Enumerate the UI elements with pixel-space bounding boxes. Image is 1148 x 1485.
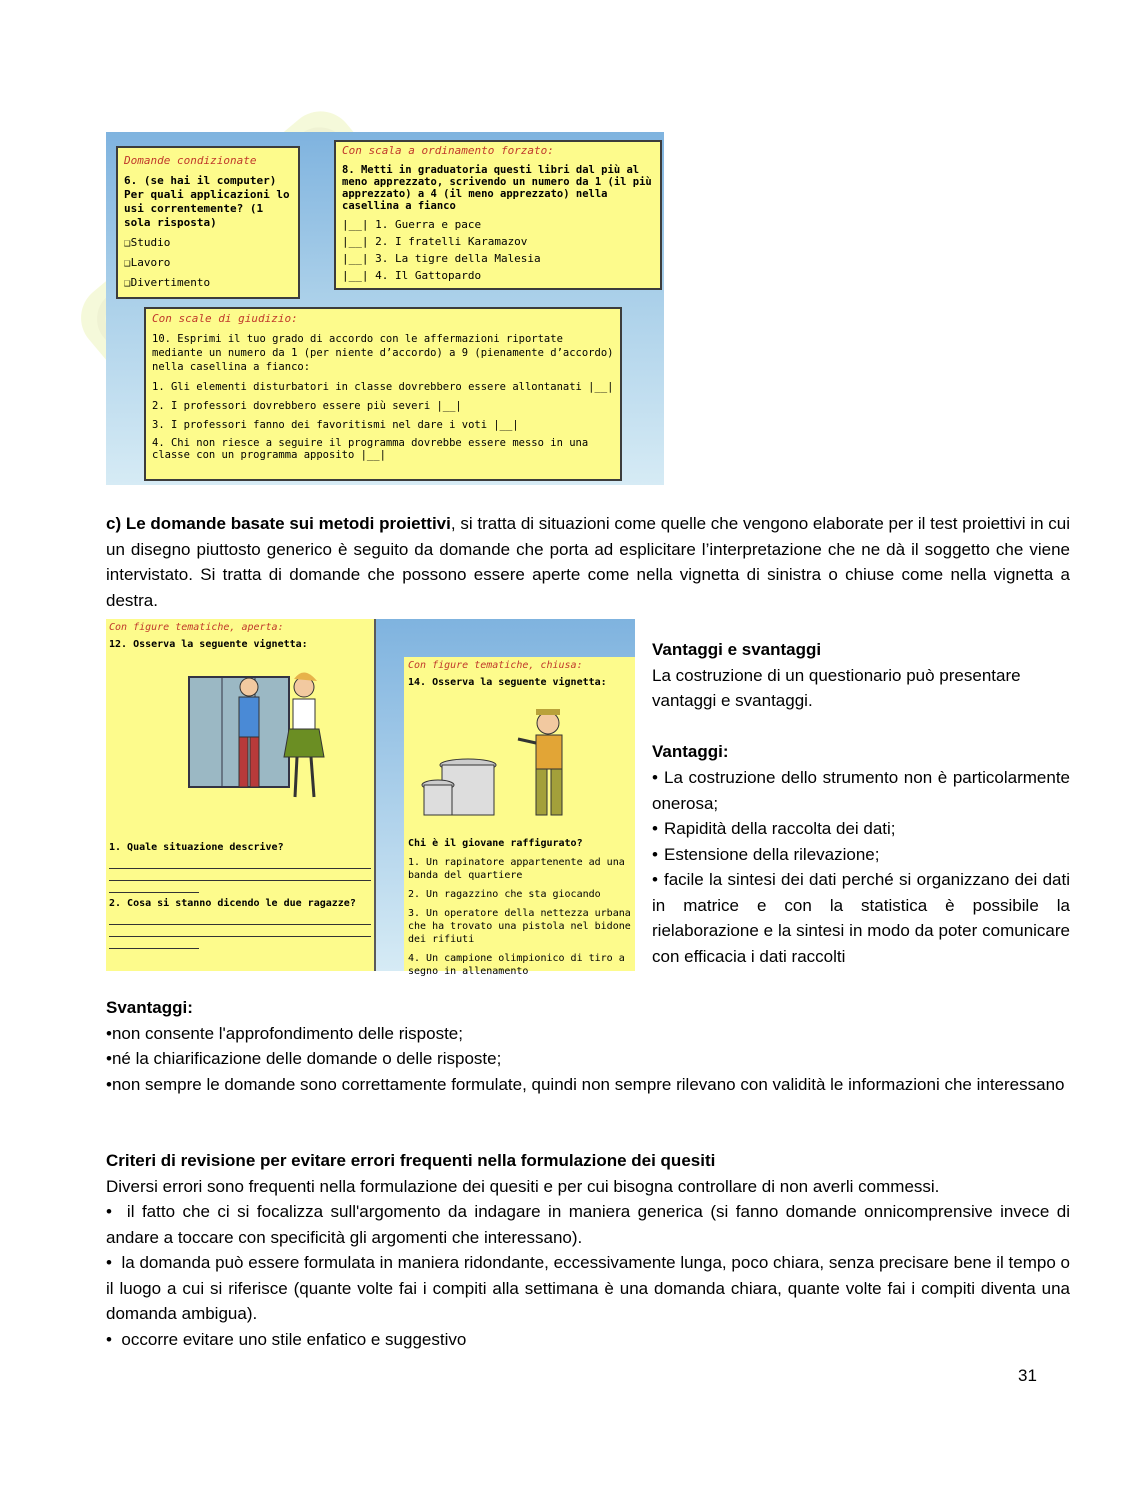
vantaggi-item: • La costruzione dello strumento non è particolarmente onerosa; [652,768,1070,813]
closed-option: 2. Un ragazzino che sta giocando [408,889,601,900]
section-c-lead: c) Le domande basate sui metodi proiettivi [106,514,451,533]
closed-option: 4. Un campione olimpionico di tiro a segno in allenamento [408,953,625,977]
svantaggi-heading: Svantaggi: [106,998,193,1017]
advantages-intro: La costruzione di un questionario può presentare vantaggi e svantaggi. [652,665,1021,710]
svantaggi-item: •non consente l'approfondimento delle risposte; [106,1023,463,1043]
svantaggi-item: •non sempre le domande sono correttamente formulate, quindi non sempre rilevano con validità le informazioni che interessano [106,1074,1065,1094]
option: ❑Studio [124,236,171,249]
vantaggi-heading: Vantaggi: [652,741,729,761]
judgement-item: 1. Gli elementi disturbatori in classe dovrebbero essere allontanati |__| [152,381,614,393]
closed-option: 1. Un rapinatore appartenente ad una banda del quartiere [408,857,625,881]
open-question-panel [106,619,374,971]
two-girls-illustration [169,657,369,817]
closed-option: 3. Un operatore della nettezza urbana che ha trovato una pistola nel bidone dei rifiuti [408,908,631,945]
revision-criteria-section [106,1148,1070,1352]
rank-item: |__| 4. Il Gattopardo [342,269,482,282]
closed-question-panel [404,657,635,977]
judgement-item: 4. Chi non riesce a seguire il programma dovrebbe essere messo in una classe con un programma apposito |__| [152,437,589,461]
panel-divider [374,619,376,971]
panel-prompt: 12. Osserva la seguente vignetta: [109,639,308,650]
criteria-heading: Criteri di revisione per evitare errori frequenti nella formulazione dei quesiti [106,1151,716,1170]
judgement-scale-box [144,307,622,481]
advantages-heading: Vantaggi e svantaggi [652,640,822,659]
option: ❑Lavoro [124,256,171,269]
rank-item: |__| 2. I fratelli Karamazov [342,235,528,248]
box-question: 6. (se hai il computer) Per quali applicazioni lo usi correntemente? (1 sola risposta) [124,174,290,229]
criteria-intro: Diversi errori sono frequenti nella formulazione dei quesiti e per cui bisogna controllare di non averli commessi. [106,1176,940,1196]
answer-line [109,938,199,949]
svantaggi-item: •né la chiarificazione delle domande o delle risposte; [106,1049,502,1068]
box-caption: Con scale di giudizio: [152,312,298,325]
section-c-paragraph [106,511,1070,613]
rank-item: |__| 1. Guerra e pace [342,218,482,231]
boy-with-trash-can-illustration [418,695,618,825]
panel-prompt: 14. Osserva la seguente vignetta: [408,677,607,688]
box-caption: Con scala a ordinamento forzato: [342,144,554,157]
rank-item: |__| 3. La tigre della Malesia [342,252,541,265]
criteria-item: • il fatto che ci si focalizza sull'argomento da indagare in maniera generica (si fanno domande onnicomprensive invece di andare a toccare con specificità gli argomenti che interessano). [106,1202,1070,1247]
closed-question: Chi è il giovane raffigurato? [408,838,583,849]
answer-line [109,926,371,937]
criteria-item: • la domanda può essere formulata in maniera ridondante, eccessivamente lunga, poco chiara, senza precisare bene il tempo o il luogo a cui si riferisce (quante volte fai i compiti alla settimana è una domanda chiara, quante volte fai i compiti diventa una domanda ambigua). [106,1253,1070,1323]
ranking-scale-box [334,140,662,290]
open-question-2: 2. Cosa si stanno dicendo le due ragazze? [109,898,356,909]
section-c-text: , si tratta di situazioni come quelle che vengono elaborate per il test proiettivi in cui un disegno piuttosto generico è seguito da domande che porta ad esplicitare l’interpretazione che ne dà il soggetto che viene intervistato. Si tratta di domande che possono essere aperte come nella vignetta di sinistra o chiuse come nella vignetta a destra. [106,514,1071,610]
option: ❑Divertimento [124,276,211,289]
vantaggi-item: • Estensione della rilevazione; [652,844,880,864]
page-number: 31 [1018,1366,1037,1385]
box-caption: Domande condizionate [124,154,257,167]
open-question-1: 1. Quale situazione descrive? [109,842,284,853]
disadvantages-section [106,995,1070,1097]
questionnaire-figure-2 [106,619,635,977]
judgement-item: 2. I professori dovrebbero essere più severi |__| [152,400,462,412]
answer-line [109,882,199,893]
box-question: 10. Esprimi il tuo grado di accordo con le affermazioni riportate mediante un numero da 1 (per niente d’accordo) a 9 (pienamente d’accordo) nella casellina a fianco: [152,333,614,373]
answer-line [109,914,371,925]
judgement-item: 3. I professori fanno dei favoritismi nel dare i voti |__| [152,419,519,431]
panel-caption: Con figure tematiche, chiusa: [408,660,583,671]
answer-line [109,870,371,881]
criteria-item: • occorre evitare uno stile enfatico e suggestivo [106,1329,467,1349]
vantaggi-item: • Rapidità della raccolta dei dati; [652,819,896,838]
panel-caption: Con figure tematiche, aperta: [109,622,284,633]
vantaggi-item: • facile la sintesi dei dati perché si organizzano dei dati in matrice e con la statistica è possibile la rielaborazione e la sintesi in modo da poter comunicare con efficacia i dati raccolti [652,870,1070,966]
answer-line [109,858,371,869]
box-question: 8. Metti in graduatoria questi libri dal più al meno apprezzato, scrivendo un numero da 1 (il più apprezzato) a 4 (il meno apprezzato) nella casellina a fianco [342,164,652,212]
conditional-questions-box [116,146,300,299]
advantages-section [652,637,1070,969]
questionnaire-figure-1 [106,132,664,485]
